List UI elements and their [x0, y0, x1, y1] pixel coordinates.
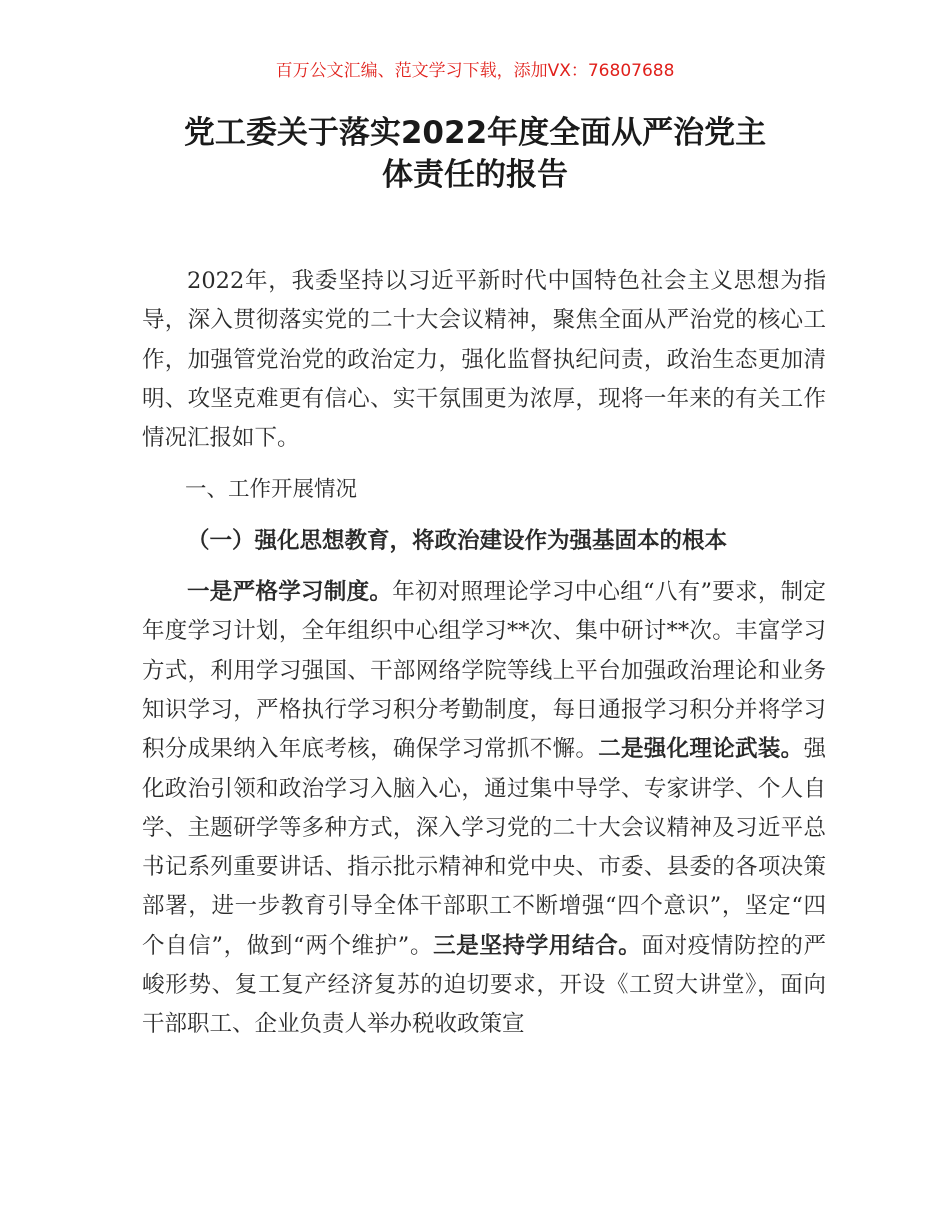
intro-paragraph: 2022年，我委坚持以习近平新时代中国特色社会主义思想为指导，深入贯彻落实党的二十大会议精神，聚焦全面从严治党的核心工作，加强管党治党的政治定力，强化监督执纪问责，政治生态更加清明、攻坚克难更有信心、实干氛围更为浓厚，现将一年来的有关工作情况汇报如下。: [142, 268, 826, 452]
title-line-2: 体责任的报告: [382, 157, 568, 193]
paragraph-text-2: 强化政治引领和政治学习入脑入心，通过集中导学、专家讲学、个人自学、主题研学等多种方式，深入学习党的二十大会议精神及习近平总书记系列重要讲话、指示批示精神和党中央、市委、县委的各项决策部署，进一步教育引导全体干部职工不断增强“四个意识”，坚定“四个自信”，做到“两个维护”。: [142, 736, 826, 959]
lead-phrase-2: 二是强化理论武装。: [598, 736, 804, 763]
subsection-heading-1: （一）强化思想教育，将政治建设作为强基固本的根本: [187, 527, 728, 554]
document-title: [120, 112, 830, 196]
document-body: [142, 262, 826, 1045]
paragraph-text-3: 面对疫情防控的严峻形势、复工复产经济复苏的迫切要求，开设《工贸大讲堂》，面向干部职工、企业负责人举办税收政策宣: [142, 932, 826, 1038]
paragraph-text-1: 年初对照理论学习中心组“八有”要求，制定年度学习计划，全年组织中心组学习**次、集中研讨**次。丰富学习方式，利用学习强国、干部网络学院等线上平台加强政治理论和业务知识学习，严格执行学习积分考勤制度，每日通报学习积分并将学习积分成果纳入年底考核，确保学习常抓不懈。: [142, 579, 826, 763]
body-paragraph-1: [142, 573, 826, 1045]
lead-phrase-3: 三是坚持学用结合。: [433, 932, 642, 959]
lead-phrase-1: 一是严格学习制度。: [187, 579, 393, 606]
section-heading-1: 一、工作开展情况: [185, 477, 358, 503]
title-line-1: 党工委关于落实2022年度全面从严治党主: [183, 115, 767, 151]
header-note: 百万公文汇编、范文学习下载，添加VX：76807688: [275, 61, 675, 81]
